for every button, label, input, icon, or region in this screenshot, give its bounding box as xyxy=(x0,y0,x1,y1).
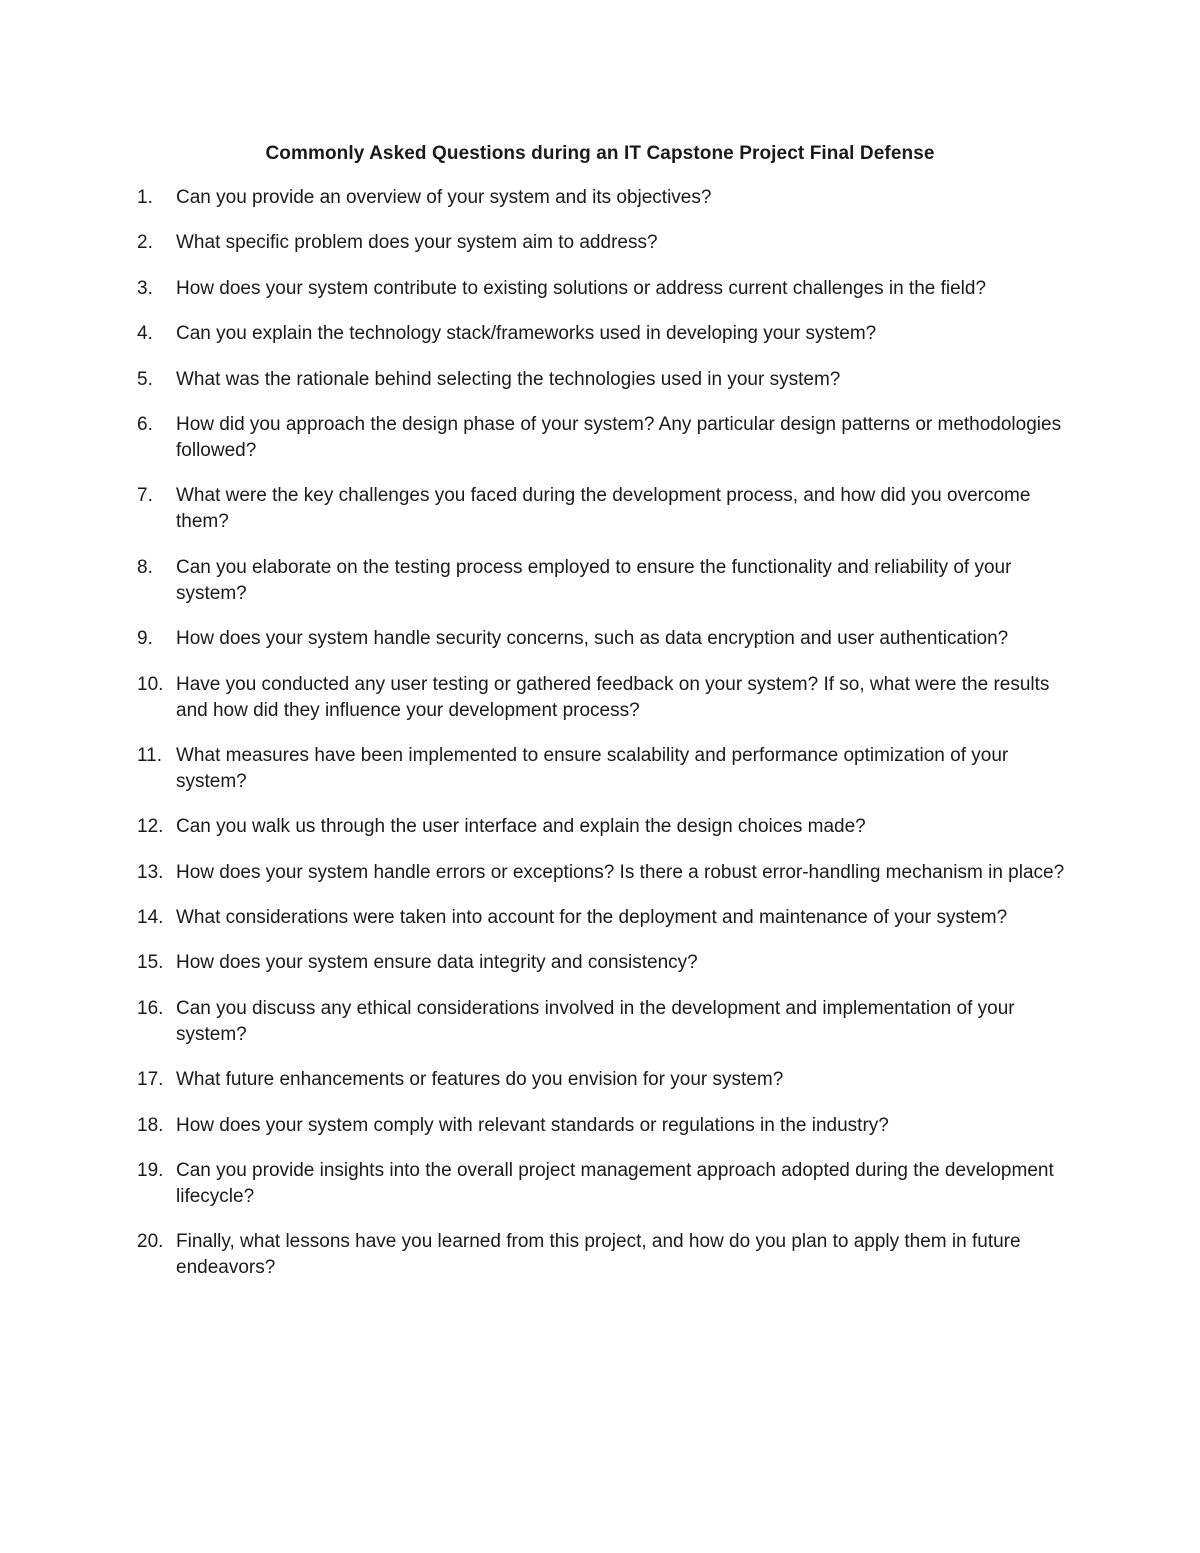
question-text: What future enhancements or features do you envision for your system? xyxy=(176,1069,784,1091)
question-item xyxy=(137,555,1067,607)
question-item xyxy=(137,483,1067,535)
question-text: How does your system handle errors or exceptions? Is there a robust error-handling mechanism in place? xyxy=(176,861,1065,883)
question-text: How does your system contribute to existing solutions or address current challenges in the field? xyxy=(176,277,987,299)
question-text: Have you conducted any user testing or gathered feedback on your system? If so, what were the results and how did they influence your development process? xyxy=(176,673,1050,721)
question-number: 13. xyxy=(137,861,164,883)
question-number: 14. xyxy=(137,907,164,929)
question-text: Can you provide an overview of your system and its objectives? xyxy=(176,187,712,208)
question-text: Can you elaborate on the testing process employed to ensure the functionality and reliability of your system? xyxy=(176,556,1012,604)
question-item xyxy=(137,996,1067,1048)
question-number: 8. xyxy=(137,556,153,578)
question-item xyxy=(137,1113,1067,1139)
question-text: What was the rationale behind selecting the technologies used in your system? xyxy=(176,368,841,390)
question-text: What considerations were taken into account for the deployment and maintenance of your system? xyxy=(176,907,1008,929)
question-number: 16. xyxy=(137,997,164,1019)
question-text: How does your system comply with relevant standards or regulations in the industry? xyxy=(176,1114,889,1136)
question-number: 9. xyxy=(137,628,153,650)
question-item xyxy=(137,626,1067,652)
question-number: 18. xyxy=(137,1114,164,1136)
question-number: 2. xyxy=(137,232,153,254)
question-item xyxy=(137,321,1067,347)
question-number: 20. xyxy=(137,1231,164,1253)
question-number: 5. xyxy=(137,368,153,390)
question-item xyxy=(137,230,1067,256)
document-title: Commonly Asked Questions during an IT Capstone Project Final Defense xyxy=(265,143,935,164)
question-text: How did you approach the design phase of your system? Any particular design patterns or methodologies followed? xyxy=(176,413,1062,461)
question-text: Can you discuss any ethical considerations involved in the development and implementation of your system? xyxy=(176,997,1015,1045)
question-item xyxy=(137,672,1067,724)
question-number: 4. xyxy=(137,323,153,345)
question-item xyxy=(137,860,1067,886)
question-text: Can you walk us through the user interface and explain the design choices made? xyxy=(176,816,866,838)
question-number: 1. xyxy=(137,187,153,208)
question-number: 6. xyxy=(137,413,153,435)
question-item xyxy=(137,1229,1067,1281)
question-item xyxy=(137,367,1067,393)
question-number: 12. xyxy=(137,816,164,838)
question-text: Can you explain the technology stack/frameworks used in developing your system? xyxy=(176,323,877,345)
question-number: 11. xyxy=(137,744,163,766)
question-number: 7. xyxy=(137,485,153,507)
question-item xyxy=(137,1158,1067,1210)
question-text: Can you provide insights into the overall project management approach adopted during the development lifecycle? xyxy=(176,1160,1054,1208)
question-text: Finally, what lessons have you learned from this project, and how do you plan to apply them in future endeavors? xyxy=(176,1231,1021,1279)
question-number: 3. xyxy=(137,277,153,299)
question-item xyxy=(137,185,1067,211)
question-list xyxy=(137,185,1067,1301)
question-item xyxy=(137,905,1067,931)
question-number: 17. xyxy=(137,1069,164,1091)
question-item xyxy=(137,743,1067,795)
question-item xyxy=(137,412,1067,464)
question-text: How does your system handle security concerns, such as data encryption and user authentication? xyxy=(176,628,1009,650)
question-number: 10. xyxy=(137,673,164,695)
question-number: 15. xyxy=(137,952,164,974)
question-text: What were the key challenges you faced during the development process, and how did you overcome them? xyxy=(176,485,1031,533)
question-item xyxy=(137,950,1067,976)
question-number: 19. xyxy=(137,1160,164,1182)
question-text: What measures have been implemented to ensure scalability and performance optimization of your system? xyxy=(176,744,1009,792)
question-item xyxy=(137,814,1067,840)
question-item xyxy=(137,1067,1067,1093)
question-text: What specific problem does your system aim to address? xyxy=(176,232,658,254)
question-item xyxy=(137,276,1067,302)
question-text: How does your system ensure data integrity and consistency? xyxy=(176,952,698,974)
